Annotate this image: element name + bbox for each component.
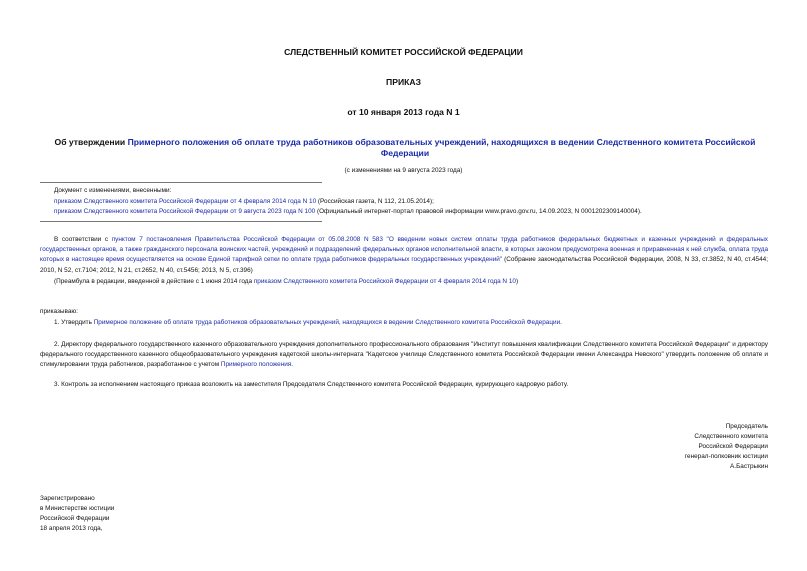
organization-heading: СЛЕДСТВЕННЫЙ КОМИТЕТ РОССИЙСКОЙ ФЕДЕРАЦИИ bbox=[284, 47, 523, 57]
signature-name: А.Бастрыкин bbox=[730, 463, 768, 470]
title-link[interactable]: Примерного положения об оплате труда работников образовательных учреждений, находящихся в ведении Следственного комитета Российской Федерации bbox=[127, 137, 756, 158]
amendments-block bbox=[54, 186, 774, 218]
signature-line: Следственного комитета bbox=[694, 433, 768, 440]
amendment-link-2[interactable]: приказом Следственного комитета Российской Федерации от 9 августа 2023 года N 100 bbox=[54, 208, 316, 215]
preamble-link[interactable]: пунктом 7 постановления Правительства Российской Федерации от 05.08.2008 N 583 "О введении новых систем оплаты труда работников федеральных бюджетных и казенных учреждений и федеральных государственных органов, а также гражданского персонала воинских частей, учреждений и подразделений федеральных органов исполнительной власти, в которых законом предусмотрена военная и приравненная к ней служба, оплата труда которых в настоящее время осуществляется на основе Единой тарифной сетки по оплате труда работников федеральных государственных учреждений" bbox=[40, 236, 768, 264]
title-prefix: Об утверждении bbox=[54, 137, 128, 147]
registration-line: в Министерстве юстиции bbox=[40, 505, 115, 512]
document-title bbox=[40, 137, 770, 159]
registration-block bbox=[40, 494, 114, 534]
date-number-heading: от 10 января 2013 года N 1 bbox=[347, 107, 460, 117]
signature-line: Российской Федерации bbox=[698, 443, 768, 450]
preamble-edition-note: (Преамбула в редакции, введенной в действие с 1 июня 2014 года приказом Следственного комитета Российской Федерации от 4 февраля 2014 года N 10) bbox=[54, 278, 519, 285]
preamble-paragraph: В соответствии с пунктом 7 постановления Правительства Российской Федерации от 05.08.2008 N 583 "О введении новых систем оплаты труда работников федеральных бюджетных и казенных учреждений и федеральных государственных органов, а также гражданского персонала воинских частей, учреждений и подразделений федеральных органов исполнительной власти, в которых законом предусмотрена военная и приравненная к ней служба, оплата труда которых в настоящее время осуществляется на основе Единой тарифной сетки по оплате труда работников федеральных государственных учреждений" (Собрание законодательства Российской Федерации, 2008, N 33, ст.3852, N 40, ст.4544; 2010, N 52, ст.7104; 2012, N 21, ст.2652, N 40, ст.5456; 2013, N 5, ст.396) bbox=[40, 236, 768, 274]
signature-line: генерал-полковник юстиции bbox=[684, 453, 768, 460]
amendment-link-1[interactable]: приказом Следственного комитета Российской Федерации от 4 февраля 2014 года N 10 bbox=[54, 197, 317, 205]
amendments-intro: Документ с изменениями, внесенными: bbox=[54, 187, 172, 194]
signature-block bbox=[600, 422, 768, 472]
registration-line: Российской Федерации bbox=[40, 515, 110, 522]
amendments-bottom-divider bbox=[40, 221, 322, 222]
order-item-1-link[interactable]: Примерное положение об оплате труда работников образовательных учреждений, находящихся в ведении Следственного комитета Российской Федерации bbox=[93, 319, 561, 326]
amendments-top-divider bbox=[40, 182, 322, 183]
edition-note: (с изменениями на 9 августа 2023 года) bbox=[344, 167, 463, 174]
order-item-2-link[interactable]: Примерного положения bbox=[220, 361, 292, 369]
order-item-1: 1. Утвердить Примерное положение об оплате труда работников образовательных учреждений, находящихся в ведении Следственного комитета Российской Федерации. bbox=[54, 319, 562, 326]
amendment-item: приказом Следственного комитета Российской Федерации от 4 февраля 2014 года N 10 (Российская газета, N 112, 21.05.2014); bbox=[54, 197, 434, 205]
order-item-2: 2. Директору федерального государственного казенного образовательного учреждения дополнительного профессионального образования "Институт повышения квалификации Следственного комитета Российской Федерации" и директору федерального государственного казенного общеобразовательного учреждения кадетской школы-интерната "Кадетское училище Следственного комитета Российской Федерации имени Александра Невского" утвердить положение об оплате и стимулировании труда работников, разработанное с учетом Примерного положения. bbox=[40, 341, 768, 369]
amendment-item: приказом Следственного комитета Российской Федерации от 9 августа 2023 года N 100 (Официальный интернет-портал правовой информации www.pravo.gov.ru, 14.09.2023, N 0001202309140004). bbox=[54, 208, 642, 215]
registration-line: 18 апреля 2013 года, bbox=[40, 525, 103, 532]
order-item-3: 3. Контроль за исполнением настоящего приказа возложить на заместителя Председателя Следственного комитета Российской Федерации, курирующего кадровую работу. bbox=[54, 381, 569, 388]
signature-line: Председатель bbox=[725, 423, 768, 430]
preamble-edition-link[interactable]: приказом Следственного комитета Российской Федерации от 4 февраля 2014 года N 10 bbox=[253, 278, 516, 285]
order-command: приказываю: bbox=[40, 308, 78, 315]
registration-line: Зарегистрировано bbox=[40, 495, 95, 502]
doc-type-heading: ПРИКАЗ bbox=[386, 77, 421, 87]
